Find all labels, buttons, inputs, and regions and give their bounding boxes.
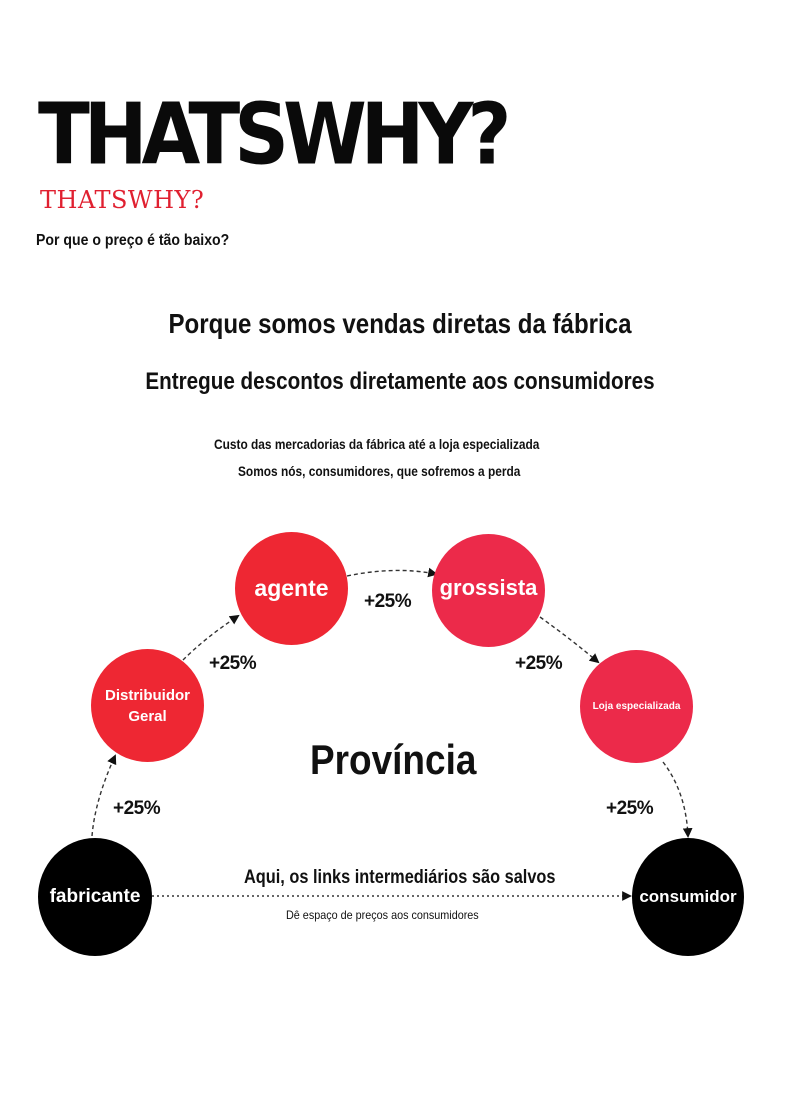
- headline-discounts: Entregue descontos diretamente aos consumidores: [145, 368, 655, 395]
- node-loja-especializada: [580, 650, 693, 763]
- center-label-provincia: Província: [310, 736, 477, 783]
- markup-distribuidor-agente: +25%: [209, 653, 257, 674]
- markup-grossista-loja: +25%: [515, 653, 563, 674]
- node-distribuidor-line2: Geral: [128, 707, 167, 725]
- markup-loja-consumidor: +25%: [606, 798, 654, 819]
- markup-fabricante-distribuidor: +25%: [113, 798, 161, 819]
- node-consumidor-label: consumidor: [639, 887, 737, 906]
- price-question: Por que o preço é tão baixo?: [36, 232, 230, 249]
- node-grossista: [432, 534, 545, 647]
- arrow-agente-grossista: [347, 570, 436, 576]
- node-distribuidor-line1: Distribuidor: [105, 686, 190, 704]
- note-cost-chain: Custo das mercadorias da fábrica até a loja especializada: [214, 436, 540, 452]
- node-fabricante-label: fabricante: [49, 886, 141, 907]
- node-agente: [235, 532, 348, 645]
- node-loja-label: Loja especializada: [592, 701, 681, 712]
- brand-subtitle: THATSWHY?: [40, 186, 205, 214]
- node-grossista-label: grossista: [439, 574, 538, 600]
- node-fabricante: [38, 838, 152, 956]
- direct-links-saved: Aqui, os links intermediários são salvos: [244, 867, 556, 888]
- brand-title: THATSWHY?: [38, 84, 506, 184]
- node-consumidor: [632, 838, 744, 956]
- arrow-fabricante-distribuidor: [92, 756, 115, 836]
- markup-agente-grossista: +25%: [364, 591, 412, 612]
- arrow-loja-consumidor: [663, 762, 688, 836]
- note-consumer-loss: Somos nós, consumidores, que sofremos a perda: [238, 463, 521, 479]
- headline-factory-direct: Porque somos vendas diretas da fábrica: [168, 308, 632, 339]
- node-distribuidor-geral: [91, 649, 204, 762]
- direct-price-space: Dê espaço de preços aos consumidores: [286, 908, 479, 922]
- node-agente-label: agente: [254, 575, 329, 601]
